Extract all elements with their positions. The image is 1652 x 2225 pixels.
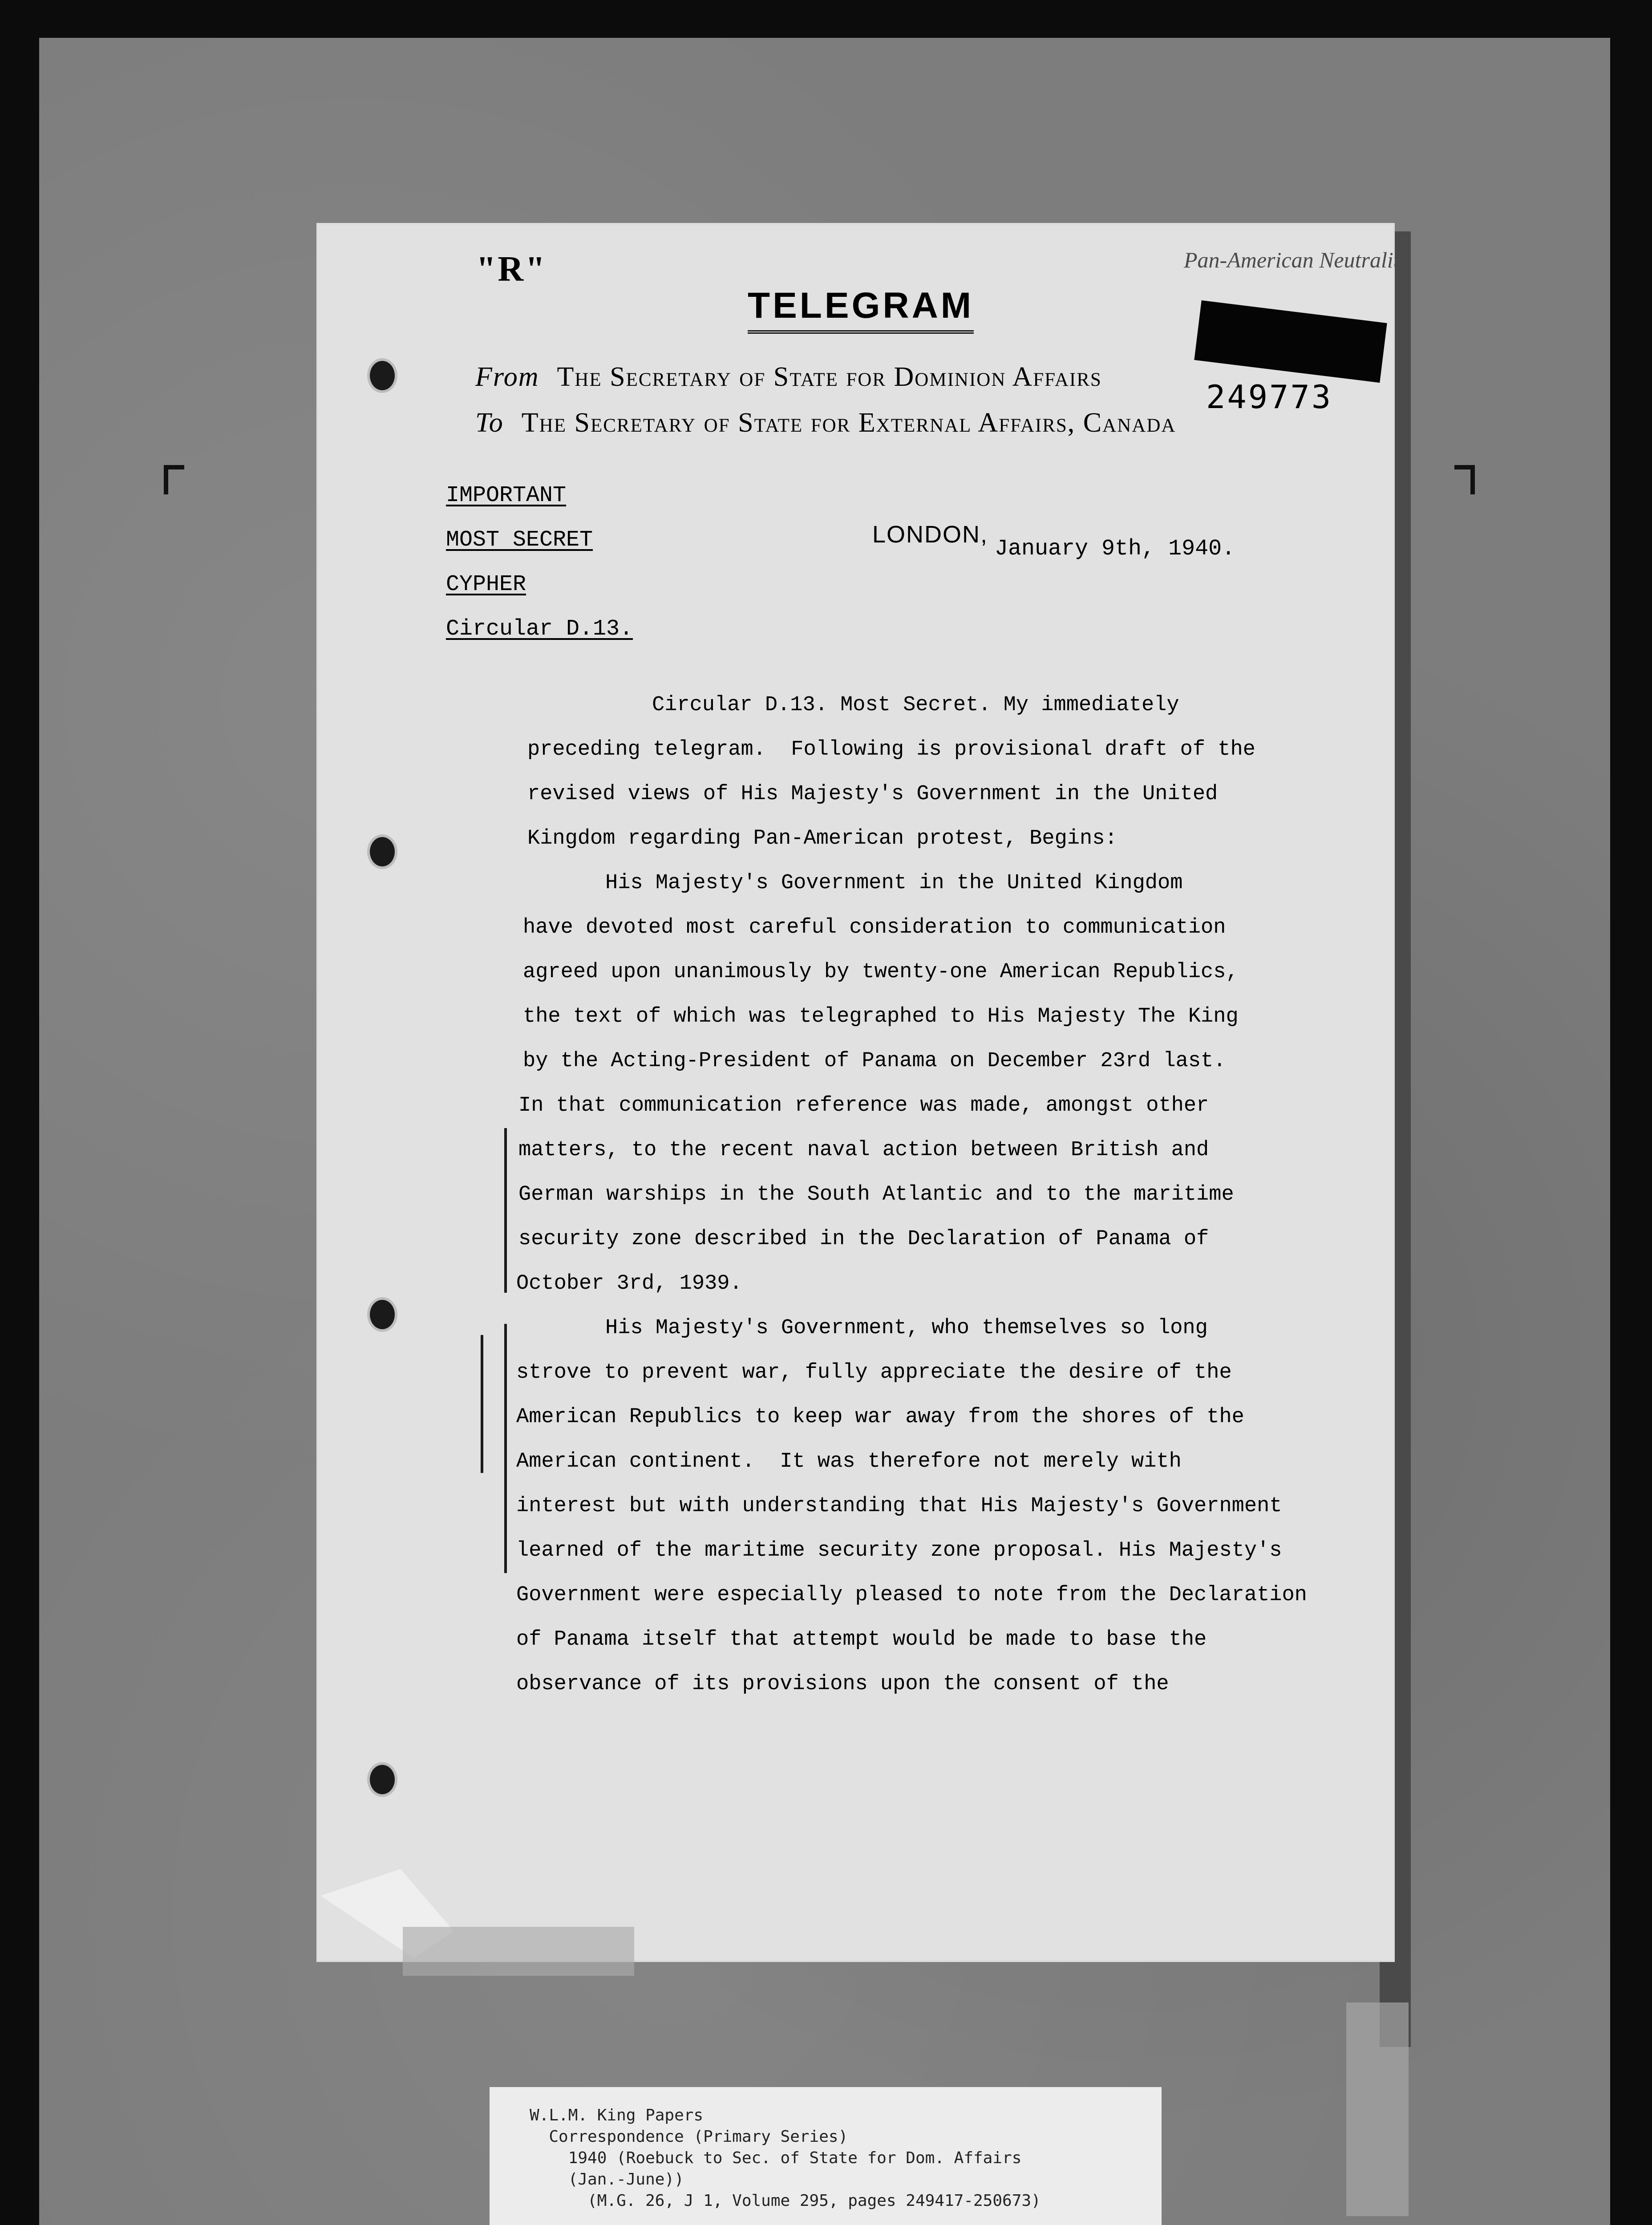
body-line: American Republics to keep war away from the shores of the — [516, 1405, 1244, 1429]
punch-hole — [367, 1762, 397, 1797]
punch-hole — [367, 1297, 397, 1332]
punch-hole — [367, 834, 397, 869]
margin-mark — [481, 1335, 483, 1473]
tag-most-secret: MOST SECRET — [446, 527, 593, 553]
margin-mark — [504, 1128, 507, 1293]
body-line: have devoted most careful consideration to communication — [523, 916, 1226, 939]
tag-important: IMPORTANT — [446, 483, 567, 508]
body-line: the text of which was telegraphed to His Majesty The King — [523, 1005, 1239, 1028]
tag-circular: Circular D.13. — [446, 616, 633, 642]
corner-mark-left — [164, 465, 184, 494]
body-line: Kingdom regarding Pan-American protest, Begins: — [527, 827, 1118, 850]
body-line: His Majesty's Government in the United Kingdom — [605, 871, 1183, 895]
telegram-title: TELEGRAM — [748, 285, 974, 334]
label-line: (M.G. 26, J 1, Volume 295, pages 249417-250673) — [530, 2192, 1041, 2210]
to-text: The Secretary of State for External Affairs, Canada — [521, 408, 1176, 438]
body-line: strove to prevent war, fully appreciate the desire of the — [516, 1361, 1232, 1384]
body-line: Government were especially pleased to note from the Declaration — [516, 1583, 1307, 1607]
label-line: (Jan.-June)) — [530, 2170, 684, 2189]
body-line: matters, to the recent naval action between British and — [518, 1138, 1209, 1162]
body-line: of Panama itself that attempt would be made to base the — [516, 1628, 1207, 1651]
from-line — [475, 361, 1102, 393]
body-line: October 3rd, 1939. — [516, 1272, 742, 1295]
handwritten-annotation: Pan-American Neutrality — [1184, 247, 1409, 272]
label-line: 1940 (Roebuck to Sec. of State for Dom. Affairs — [530, 2149, 1022, 2167]
body-line: revised views of His Majesty's Government in the United — [527, 782, 1218, 806]
from-text: The Secretary of State for Dominion Affairs — [557, 362, 1102, 392]
label-line: Correspondence (Primary Series) — [530, 2128, 848, 2146]
margin-mark — [504, 1324, 507, 1573]
to-label: To — [475, 408, 504, 438]
body-line: preceding telegram. Following is provisional draft of the — [527, 738, 1255, 761]
body-line: American continent. It was therefore not merely with — [516, 1450, 1182, 1473]
body-line: His Majesty's Government, who themselves so long — [605, 1316, 1208, 1340]
tag-cypher: CYPHER — [446, 572, 526, 597]
tape-strip — [403, 1927, 634, 1976]
body-line: German warships in the South Atlantic and to the maritime — [518, 1183, 1234, 1206]
label-line: W.L.M. King Papers — [530, 2106, 704, 2124]
body-line: interest but with understanding that His Majesty's Government — [516, 1494, 1282, 1518]
corner-mark-right — [1454, 465, 1475, 494]
tape-strip — [1346, 2002, 1409, 2216]
to-line — [475, 407, 1176, 439]
body-line: learned of the maritime security zone proposal. His Majesty's — [516, 1539, 1282, 1562]
place-name: LONDON, — [872, 521, 988, 548]
body-line: In that communication reference was made, amongst other — [518, 1094, 1209, 1117]
body-line: Circular D.13. Most Secret. My immediately — [652, 693, 1179, 717]
punch-hole — [367, 358, 397, 393]
body-line: security zone described in the Declaration of Panama of — [518, 1227, 1209, 1251]
stamp-number: 249773 — [1206, 378, 1333, 416]
from-label: From — [475, 362, 539, 392]
telegram-date: January 9th, 1940. — [995, 536, 1235, 562]
letter-mark: "R" — [476, 250, 547, 289]
body-line: agreed upon unanimously by twenty-one American Republics, — [523, 960, 1239, 984]
body-line: by the Acting-President of Panama on December 23rd last. — [523, 1049, 1226, 1073]
body-line: observance of its provisions upon the consent of the — [516, 1672, 1169, 1696]
collection-label-card — [490, 2087, 1162, 2225]
